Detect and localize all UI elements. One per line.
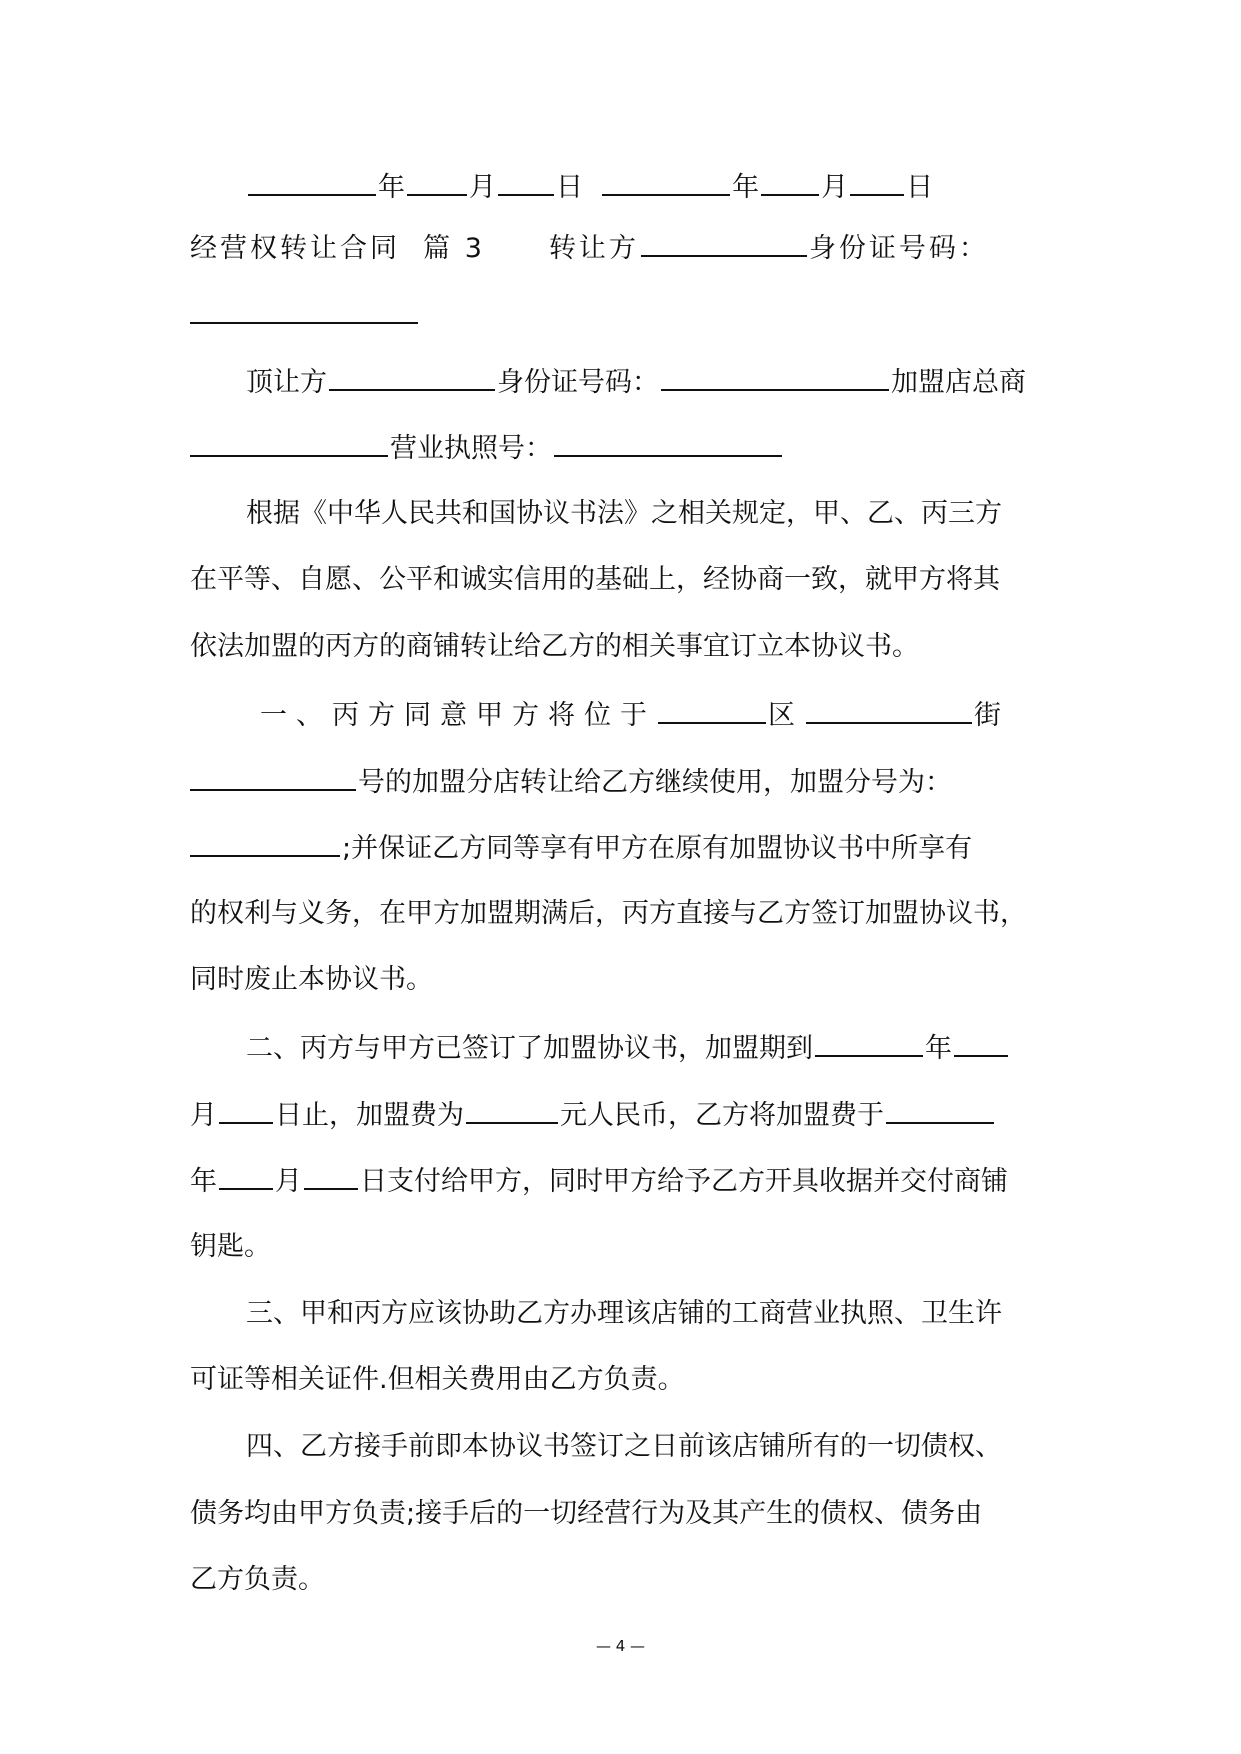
paragraph-line: 根据《中华人民共和国协议书法》之相关规定，甲、乙、丙三方: [246, 498, 1002, 529]
license-line: [190, 427, 1060, 469]
blank-field[interactable]: [219, 1094, 273, 1124]
blank-field[interactable]: [407, 166, 467, 196]
clause-2-line: 年 月 日支付给甲方，同时甲方给予乙方开具收据并交付商铺: [190, 1160, 1060, 1202]
clause-1-line: 一、丙方同意甲方将位于 区 街: [260, 694, 1060, 736]
clause-1-line: 的权利与义务，在甲方加盟期满后，丙方直接与乙方签订加盟协议书，: [190, 898, 1027, 929]
blank-field[interactable]: [304, 1160, 358, 1190]
page-number: — 4 —: [595, 1637, 646, 1655]
blank-line: [190, 294, 1060, 336]
text: 年: [732, 172, 760, 203]
clause-4-line: 乙方负责。: [190, 1564, 325, 1595]
clause-3-line: 可证等相关证件.但相关费用由乙方负责。: [190, 1364, 685, 1395]
clause-2-line: 钥匙。: [190, 1231, 271, 1262]
text: 营业执照号：: [390, 433, 552, 464]
blank-field[interactable]: [190, 294, 418, 324]
section-label: 篇 3: [423, 233, 485, 264]
text: 身份证号码：: [497, 367, 659, 398]
text: 日: [906, 172, 934, 203]
clause-2-line: 二、丙方与甲方已签订了加盟协议书，加盟期到 年: [246, 1027, 1060, 1069]
clause-2-line: 月 日止，加盟费为 元人民币，乙方将加盟费于: [190, 1094, 1060, 1136]
text: 月: [469, 172, 496, 203]
blank-field[interactable]: [661, 361, 889, 391]
text: 身份证号码：: [808, 233, 989, 264]
text: 加盟店总商: [891, 367, 1026, 398]
clause-3-line: 三、甲和丙方应该协助乙方办理该店铺的工商营业执照、卫生许: [246, 1298, 1002, 1329]
document-title: 经营权转让合同: [190, 233, 400, 264]
clause-1-line: 同时废止本协议书。: [190, 964, 433, 995]
clause-4-line: 债务均由甲方负责;接手后的一切经营行为及其产生的债权、债务由: [190, 1498, 983, 1529]
blank-field[interactable]: [761, 166, 819, 196]
blank-field[interactable]: [190, 761, 356, 791]
text: 月: [821, 172, 849, 203]
blank-field[interactable]: [329, 361, 495, 391]
paragraph-line: 依法加盟的丙方的商铺转让给乙方的相关事宜订立本协议书。: [190, 631, 919, 662]
blank-field[interactable]: [248, 166, 376, 196]
blank-field[interactable]: [219, 1160, 273, 1190]
blank-field[interactable]: [602, 166, 730, 196]
text: 年: [378, 172, 405, 203]
blank-field[interactable]: [954, 1027, 1008, 1057]
blank-field[interactable]: [466, 1094, 558, 1124]
date-line: [246, 166, 946, 208]
clause-4-line: 四、乙方接手前即本协议书签订之日前该店铺所有的一切债权、: [246, 1431, 1002, 1462]
blank-field[interactable]: [554, 427, 782, 457]
blank-field[interactable]: [641, 227, 807, 257]
text: 顶让方: [246, 367, 327, 398]
blank-field[interactable]: [190, 427, 388, 457]
blank-field[interactable]: [850, 166, 904, 196]
blank-field[interactable]: [815, 1027, 923, 1057]
blank-field[interactable]: [190, 827, 340, 857]
title-line: [190, 227, 1060, 269]
blank-field[interactable]: [658, 694, 766, 724]
clause-1-line: 号的加盟分店转让给乙方继续使用，加盟分号为：: [190, 761, 1060, 803]
clause-1-line: ;并保证乙方同等享有甲方在原有加盟协议书中所享有: [190, 827, 1060, 869]
text: 转让方: [548, 233, 639, 264]
text: 日: [556, 172, 583, 203]
blank-field[interactable]: [806, 694, 972, 724]
assignee-line: [246, 361, 1060, 403]
blank-field[interactable]: [498, 166, 554, 196]
paragraph-line: 在平等、自愿、公平和诚实信用的基础上，经协商一致，就甲方将其: [190, 564, 1000, 595]
blank-field[interactable]: [886, 1094, 994, 1124]
